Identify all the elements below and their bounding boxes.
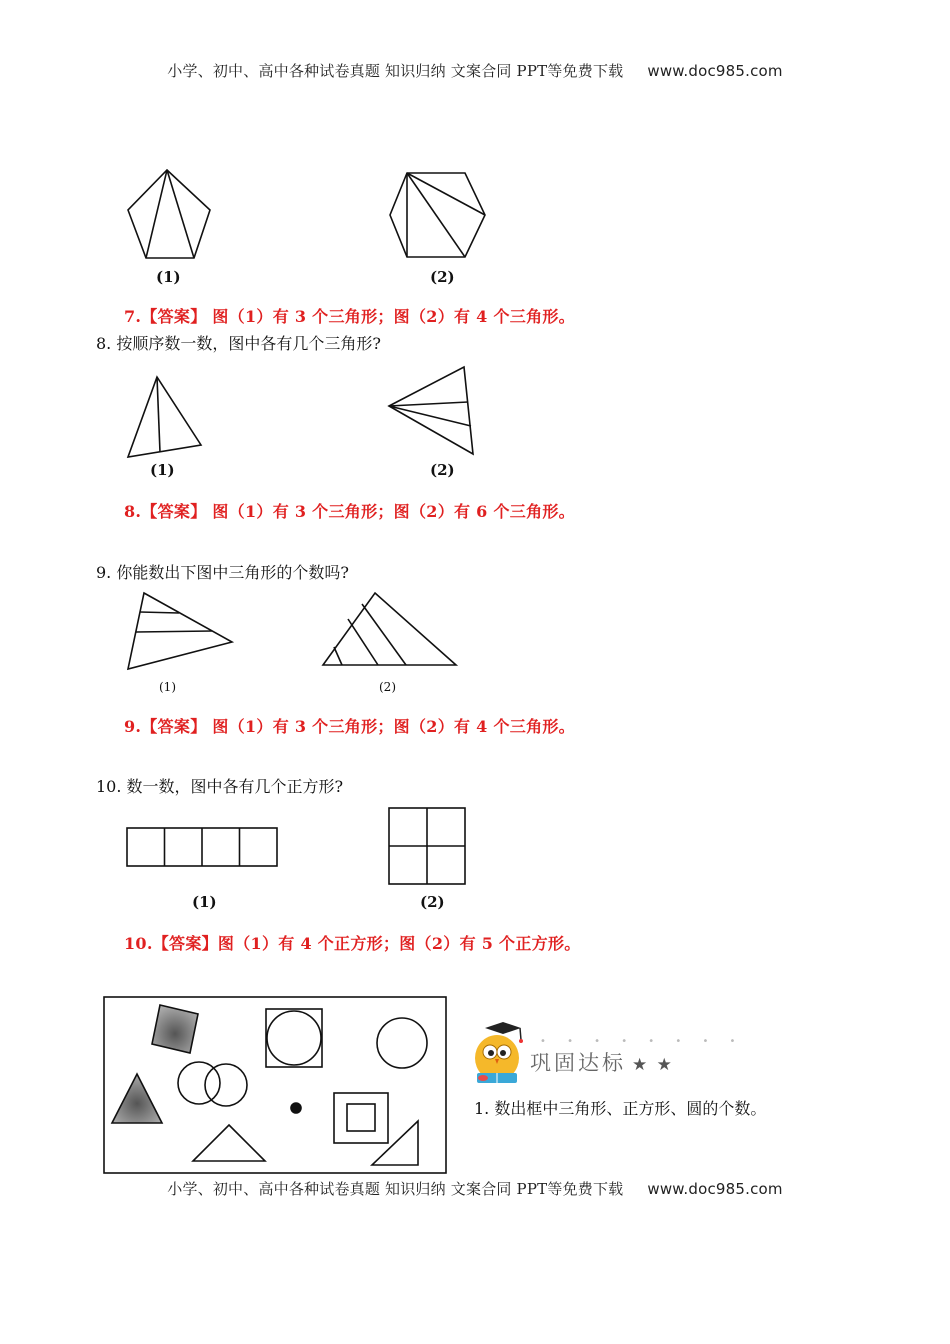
q9-fig2-label: (2) <box>379 680 396 694</box>
q8-triangle-1 <box>124 372 206 464</box>
footer-site: www.doc985.com <box>647 1180 783 1198</box>
q8-answer: 8.【答案】 图（1）有 3 个三角形；图（2）有 6 个三角形。 <box>124 502 575 521</box>
ex1-question: 1. 数出框中三角形、正方形、圆的个数。 <box>474 1099 767 1118</box>
q7-fig2-label: (2) <box>430 268 455 286</box>
section-stars: ★ ★ <box>632 1055 674 1075</box>
owl-graduate-icon <box>465 1018 529 1088</box>
q10-answer: 10.【答案】图（1）有 4 个正方形；图（2）有 5 个正方形。 <box>124 934 581 953</box>
pentagon-figure <box>120 160 220 265</box>
header-text: 小学、初中、高中各种试卷真题 知识归纳 文案合同 PPT等免费下载 <box>167 62 624 80</box>
q9-answer: 9.【答案】 图（1）有 3 个三角形；图（2）有 4 个三角形。 <box>124 717 575 736</box>
row-of-four-squares <box>125 826 281 870</box>
q8-fig2-label: (2) <box>430 461 455 479</box>
shapes-box <box>102 995 450 1175</box>
q8-question: 8. 按顺序数一数，图中各有几个三角形? <box>96 334 381 353</box>
hexagon-figure <box>385 160 495 270</box>
q8-triangle-2 <box>386 362 478 460</box>
q10-fig1-label: (1) <box>192 893 217 911</box>
page-header <box>0 60 950 81</box>
q7-answer: 7.【答案】 图（1）有 3 个三角形；图（2）有 4 个三角形。 <box>124 307 575 326</box>
q9-question: 9. 你能数出下图中三角形的个数吗? <box>96 563 349 582</box>
q9-fig1-label: (1) <box>159 680 176 694</box>
header-site: www.doc985.com <box>647 62 783 80</box>
page-footer <box>0 1178 950 1199</box>
q10-fig2-label: (2) <box>420 893 445 911</box>
two-by-two-squares <box>387 806 469 888</box>
q9-triangle-2 <box>320 590 460 668</box>
q8-fig1-label: (1) <box>150 461 175 479</box>
footer-text: 小学、初中、高中各种试卷真题 知识归纳 文案合同 PPT等免费下载 <box>167 1180 624 1198</box>
q7-fig1-label: (1) <box>156 268 181 286</box>
q9-triangle-1 <box>124 590 236 672</box>
section-title: 巩固达标 ★ ★ <box>530 1051 674 1075</box>
q10-question: 10. 数一数，图中各有几个正方形? <box>96 777 344 796</box>
